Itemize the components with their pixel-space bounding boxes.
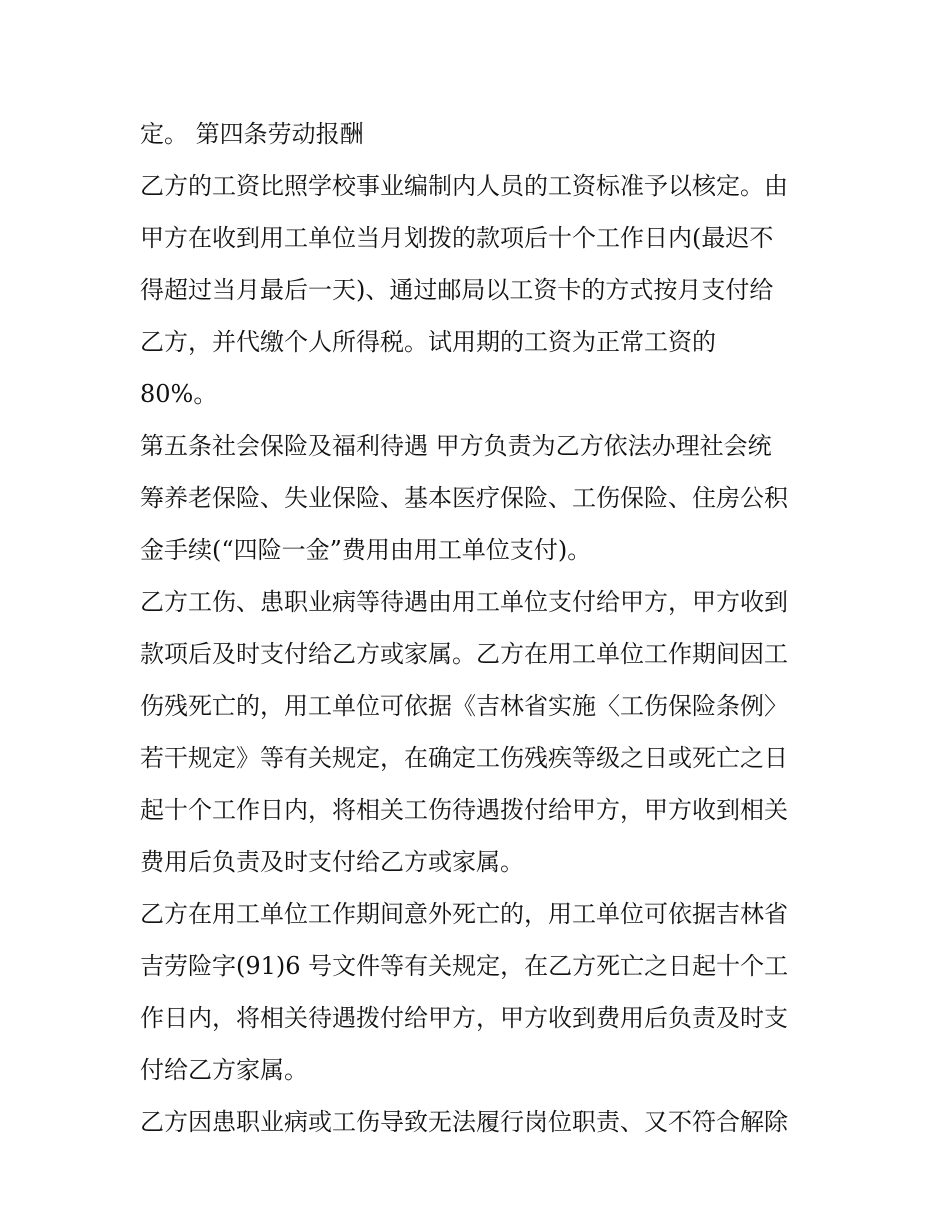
text-line: 80%。 — [140, 380, 218, 408]
text-line: 费用后负责及时支付给乙方或家属。 — [140, 848, 524, 876]
text-line: 吉劳险字(91)6 号文件等有关规定，在乙方死亡之日起十个工 — [140, 952, 789, 980]
text-line: 乙方的工资比照学校事业编制内人员的工资标准予以核定。由 — [140, 172, 788, 200]
text-line: 金手续(“四险一金”费用由用工单位支付)。 — [140, 536, 592, 564]
text-line: 乙方工伤、患职业病等待遇由用工单位支付给甲方，甲方收到 — [140, 588, 788, 616]
text-line: 乙方在用工单位工作期间意外死亡的，用工单位可依据吉林省 — [140, 900, 788, 928]
text-line: 得超过当月最后一天)、通过邮局以工资卡的方式按月支付给 — [140, 276, 774, 304]
text-line: 起十个工作日内，将相关工伤待遇拨付给甲方，甲方收到相关 — [140, 796, 788, 824]
text-line: 定。 第四条劳动报酬 — [140, 120, 364, 148]
text-line: 若干规定》等有关规定，在确定工伤残疾等级之日或死亡之日 — [140, 744, 788, 772]
text-line: 付给乙方家属。 — [140, 1056, 308, 1084]
text-line: 第五条社会保险及福利待遇 甲方负责为乙方依法办理社会统 — [140, 432, 772, 460]
text-line: 作日内，将相关待遇拨付给甲方，甲方收到费用后负责及时支 — [140, 1004, 788, 1032]
document-body — [140, 108, 830, 1148]
text-line: 款项后及时支付给乙方或家属。乙方在用工单位工作期间因工 — [140, 640, 788, 668]
text-line: 伤残死亡的，用工单位可依据《吉林省实施〈工伤保险条例〉 — [140, 692, 788, 720]
text-line: 甲方在收到用工单位当月划拨的款项后十个工作日内(最迟不 — [140, 224, 774, 252]
text-line: 乙方因患职业病或工伤导致无法履行岗位职责、又不符合解除 — [140, 1108, 788, 1136]
text-line: 筹养老保险、失业保险、基本医疗保险、工伤保险、住房公积 — [140, 484, 788, 512]
text-line: 乙方，并代缴个人所得税。试用期的工资为正常工资的 — [140, 328, 716, 356]
